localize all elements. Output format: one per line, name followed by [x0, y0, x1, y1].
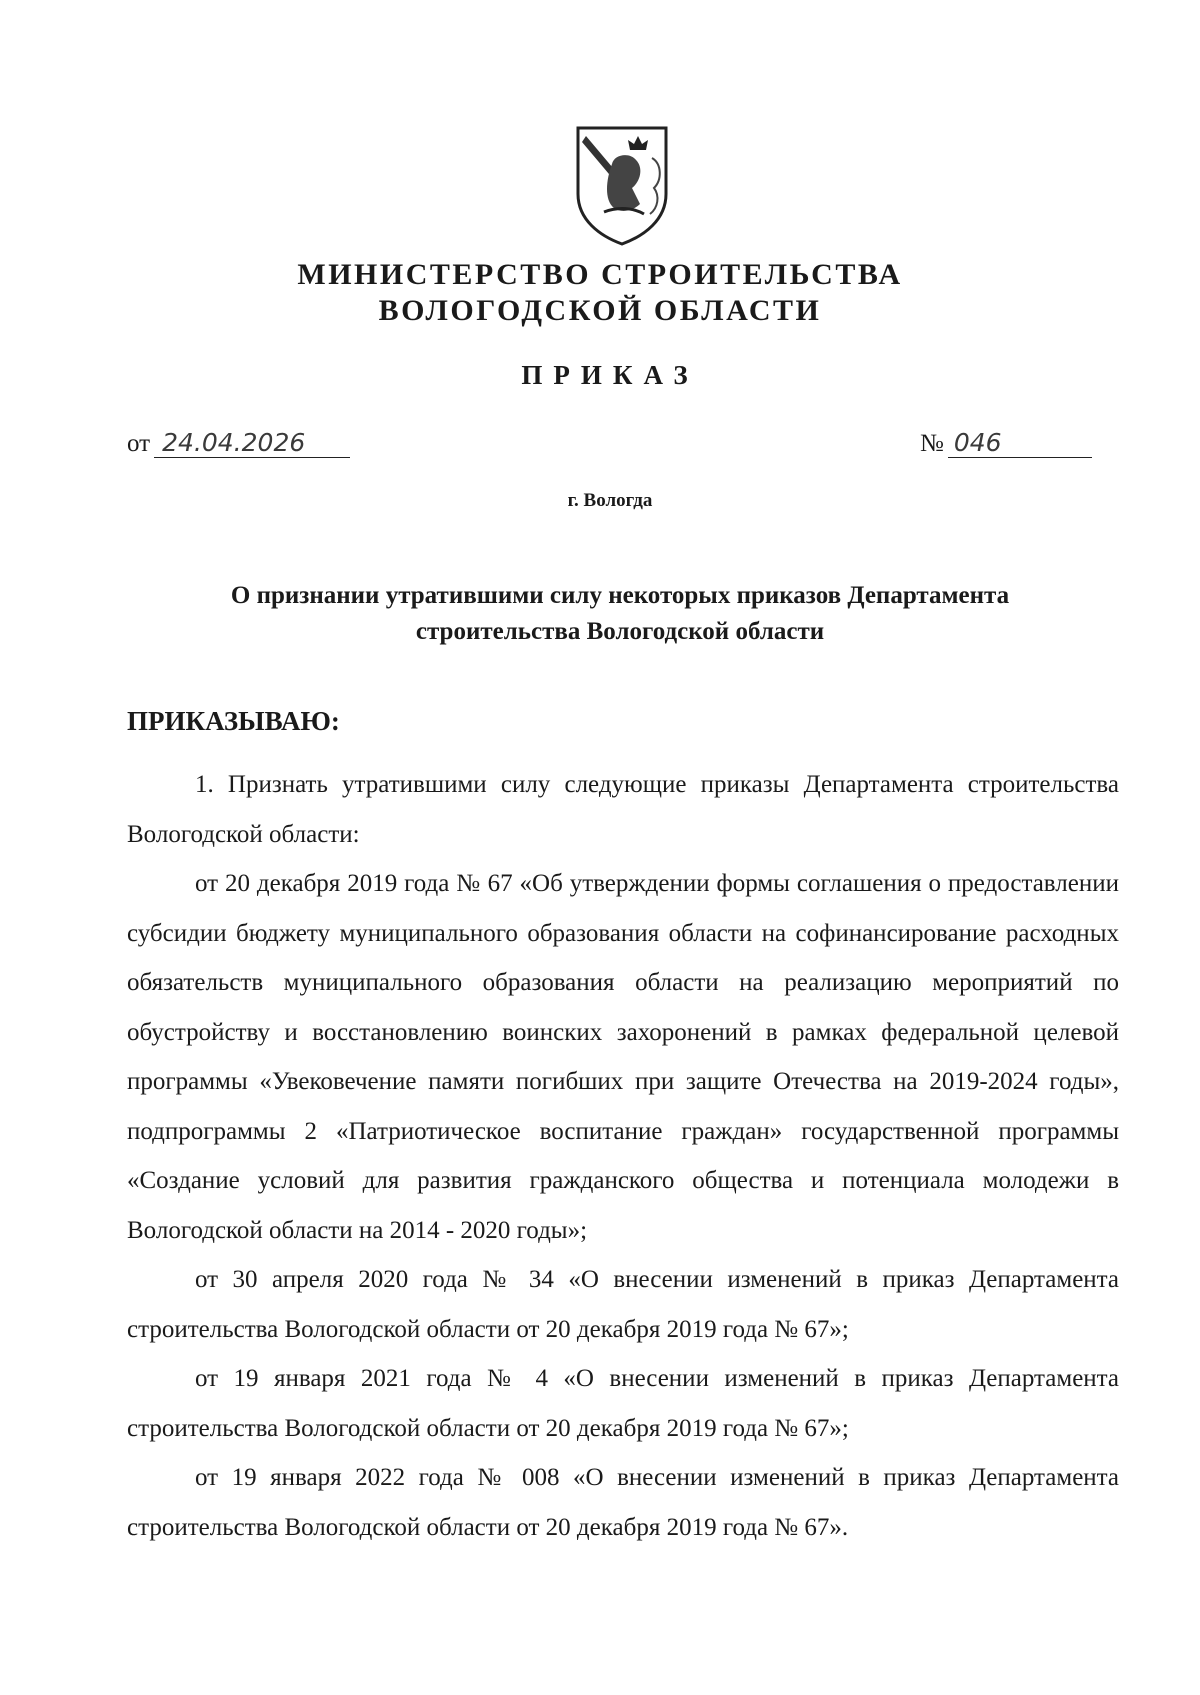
- paragraph: от 19 января 2022 года № 008 «О внесении изменений в приказ Департамента строительства Вологодской области от 20 декабря 2019 года № 67».: [127, 1464, 1119, 1541]
- paragraph: 1. Признать утратившими силу следующие приказы Департамента строительства Вологодской области:: [127, 771, 1119, 848]
- document-title: О признании утратившими силу некоторых приказов Департамента строительства Вологодской области: [230, 582, 1010, 645]
- ministry-name-line2: ВОЛОГОДСКОЙ ОБЛАСТИ: [378, 294, 822, 327]
- number-prefix: №: [920, 430, 944, 457]
- city: г. Вологда: [567, 490, 653, 511]
- date-value: 24.04.2026: [154, 428, 350, 458]
- paragraph: от 20 декабря 2019 года № 67 «Об утверждении формы соглашения о предоставлении субсидии бюджету муниципального образования области на софинансирование расходных обязательств муниципального образования области на реализацию мероприятий по обустройству и восстановлению воинских захоронений в рамках федеральной целевой программы «Увековечение памяти погибших при защите Отечества на 2019-2024 годы», подпрограммы 2 «Патриотическое воспитание граждан» государственной программы «Создание условий для развития гражданского общества и потенциала молодежи в Вологодской области на 2014 - 2020 годы»;: [127, 870, 1119, 1244]
- paragraph: от 19 января 2021 года № 4 «О внесении изменений в приказ Департамента строительства Вологодской области от 20 декабря 2019 года № 67»;: [127, 1365, 1119, 1442]
- order-word: ПРИКАЗЫВАЮ:: [127, 706, 340, 736]
- document-type: ПРИКАЗ: [521, 360, 699, 390]
- coat-of-arms-icon: [574, 124, 670, 248]
- number-value: 046: [948, 428, 1092, 458]
- number-line: [920, 428, 1092, 458]
- paragraph: от 30 апреля 2020 года № 34 «О внесении изменений в приказ Департамента строительства Вологодской области от 20 декабря 2019 года № 67»;: [127, 1266, 1119, 1343]
- date-line: [127, 428, 350, 458]
- ministry-name-line1: МИНИСТЕРСТВО СТРОИТЕЛЬСТВА: [297, 258, 903, 291]
- document-body: [127, 760, 1119, 1552]
- date-prefix: от: [127, 430, 151, 457]
